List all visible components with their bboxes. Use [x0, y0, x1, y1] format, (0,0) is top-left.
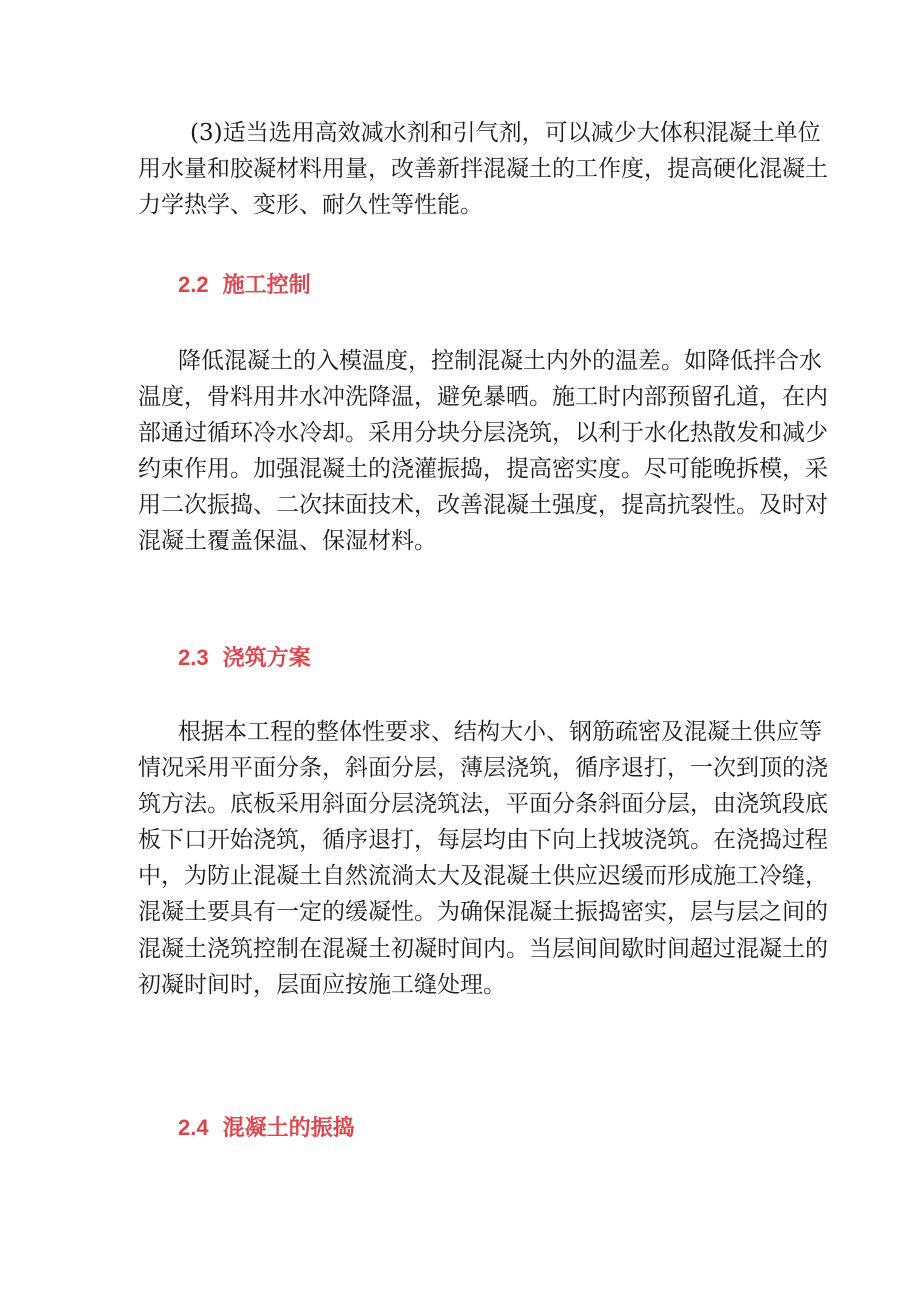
section-title: 混凝土的振捣: [222, 1116, 355, 1141]
paragraph-line: 筑方法。底板采用斜面分层浇筑法，平面分条斜面分层，由浇筑段底: [138, 791, 828, 818]
paragraph-line: (3)适当选用高效减水剂和引气剂，可以减少大体积混凝土单位: [190, 120, 821, 146]
paragraph-line: 部通过循环冷水冷却。采用分块分层浇筑，以利于水化热散发和减少: [138, 420, 828, 447]
paragraph-line: 温度，骨料用井水冲洗降温，避免暴晒。施工时内部预留孔道，在内: [138, 384, 828, 411]
paragraph-line: 混凝土要具有一定的缓凝性。为确保混凝土振捣密实，层与层之间的: [138, 899, 828, 926]
paragraph-line: 约束作用。加强混凝土的浇灌振捣，提高密实度。尽可能晚拆模，采: [138, 456, 828, 483]
paragraph-2-3: [138, 714, 828, 1003]
section-title: 浇筑方案: [222, 646, 311, 671]
paragraph-line: 用水量和胶凝材料用量，改善新拌混凝土的工作度，提高硬化混凝土: [138, 156, 828, 183]
paragraph-line: 降低混凝土的入模温度，控制混凝土内外的温差。如降低拌合水: [178, 348, 822, 374]
section-number: 2.3: [178, 645, 209, 670]
paragraph-line: 中，为防止混凝土自然流淌太大及混凝土供应迟缓而形成施工冷缝，: [138, 863, 828, 890]
paragraph-line: 根据本工程的整体性要求、结构大小、钢筋疏密及混凝土供应等: [178, 719, 822, 745]
section-heading-2-4: [178, 1113, 355, 1144]
section-number: 2.4: [178, 1115, 209, 1140]
paragraph-line: 混凝土浇筑控制在混凝土初凝时间内。当层间间歇时间超过混凝土的: [138, 935, 828, 962]
paragraph-2-2: [138, 343, 828, 560]
section-heading-2-3: [178, 643, 311, 674]
paragraph-line: 混凝土覆盖保温、保湿材料。: [138, 528, 437, 555]
paragraph-line: 力学热学、变形、耐久性等性能。: [138, 192, 483, 219]
paragraph-3: [138, 115, 828, 223]
paragraph-line: 初凝时间时，层面应按施工缝处理。: [138, 971, 506, 998]
paragraph-line: 情况采用平面分条，斜面分层，薄层浇筑，循序退打，一次到顶的浇: [138, 755, 828, 782]
section-title: 施工控制: [222, 273, 311, 298]
paragraph-line: 用二次振捣、二次抹面技术，改善混凝土强度，提高抗裂性。及时对: [138, 492, 828, 519]
section-heading-2-2: [178, 270, 311, 301]
section-number: 2.2: [178, 272, 209, 297]
paragraph-line: 板下口开始浇筑，循序退打，每层均由下向上找坡浇筑。在浇捣过程: [138, 827, 828, 854]
